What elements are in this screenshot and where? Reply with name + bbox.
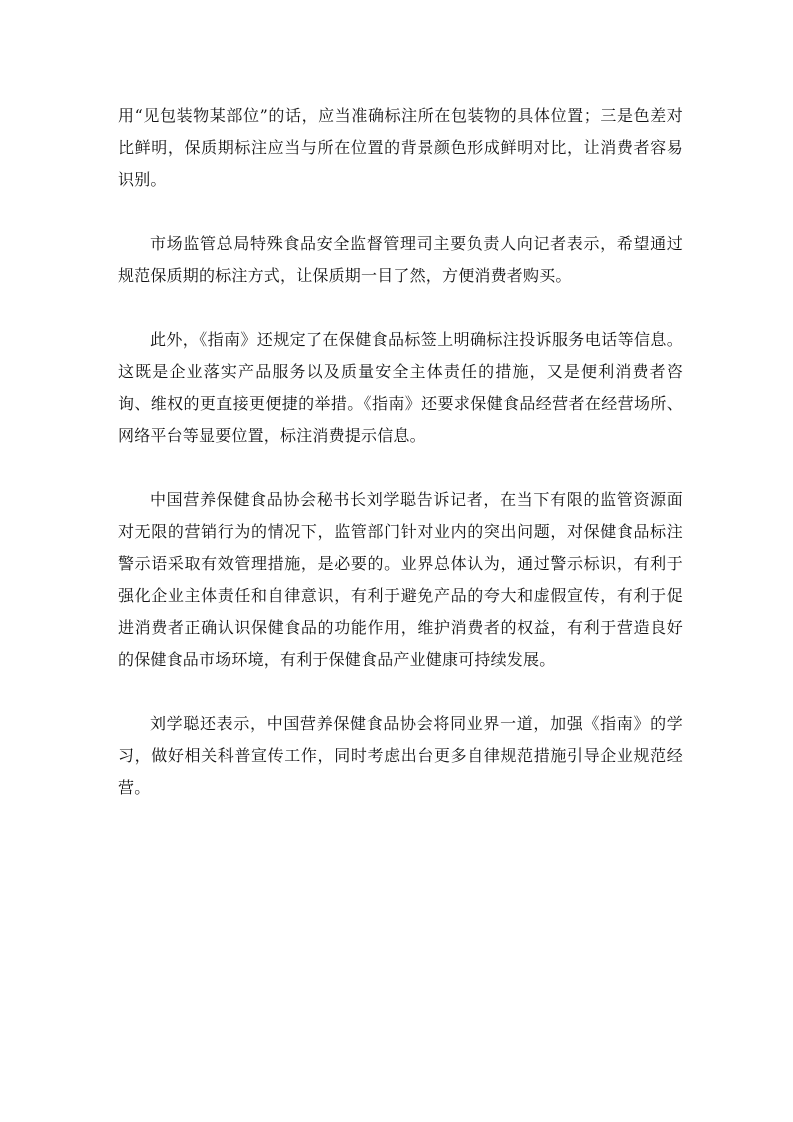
- paragraph: 市场监管总局特殊食品安全监督管理司主要负责人向记者表示，希望通过规范保质期的标注方式，让保质期一目了然，方便消费者购买。: [118, 234, 683, 285]
- paragraph: 此外，《指南》还规定了在保健食品标签上明确标注投诉服务电话等信息。这既是企业落实产品服务以及质量安全主体责任的措施，又是便利消费者咨询、维权的更直接更便捷的举措。《指南》还要求保健食品经营者在经营场所、网络平台等显要位置，标注消费提示信息。: [118, 330, 683, 445]
- document-body: [118, 100, 683, 836]
- paragraph: 刘学聪还表示，中国营养保健食品协会将同业界一道，加强《指南》的学习，做好相关科普宣传工作，同时考虑出台更多自律规范措施引导企业规范经营。: [118, 714, 683, 797]
- paragraph: 中国营养保健食品协会秘书长刘学聪告诉记者，在当下有限的监管资源面对无限的营销行为的情况下，监管部门针对业内的突出问题，对保健食品标注警示语采取有效管理措施，是必要的。业界总体认为，通过警示标识，有利于强化企业主体责任和自律意识，有利于避免产品的夸大和虚假宣传，有利于促进消费者正确认识保健食品的功能作用，维护消费者的权益，有利于营造良好的保健食品市场环境，有利于保健食品产业健康可持续发展。: [118, 490, 683, 669]
- paragraph-continuation: 用“见包装物某部位”的话，应当准确标注所在包装物的具体位置；三是色差对比鲜明，保质期标注应当与所在位置的背景颜色形成鲜明对比，让消费者容易识别。: [118, 106, 683, 189]
